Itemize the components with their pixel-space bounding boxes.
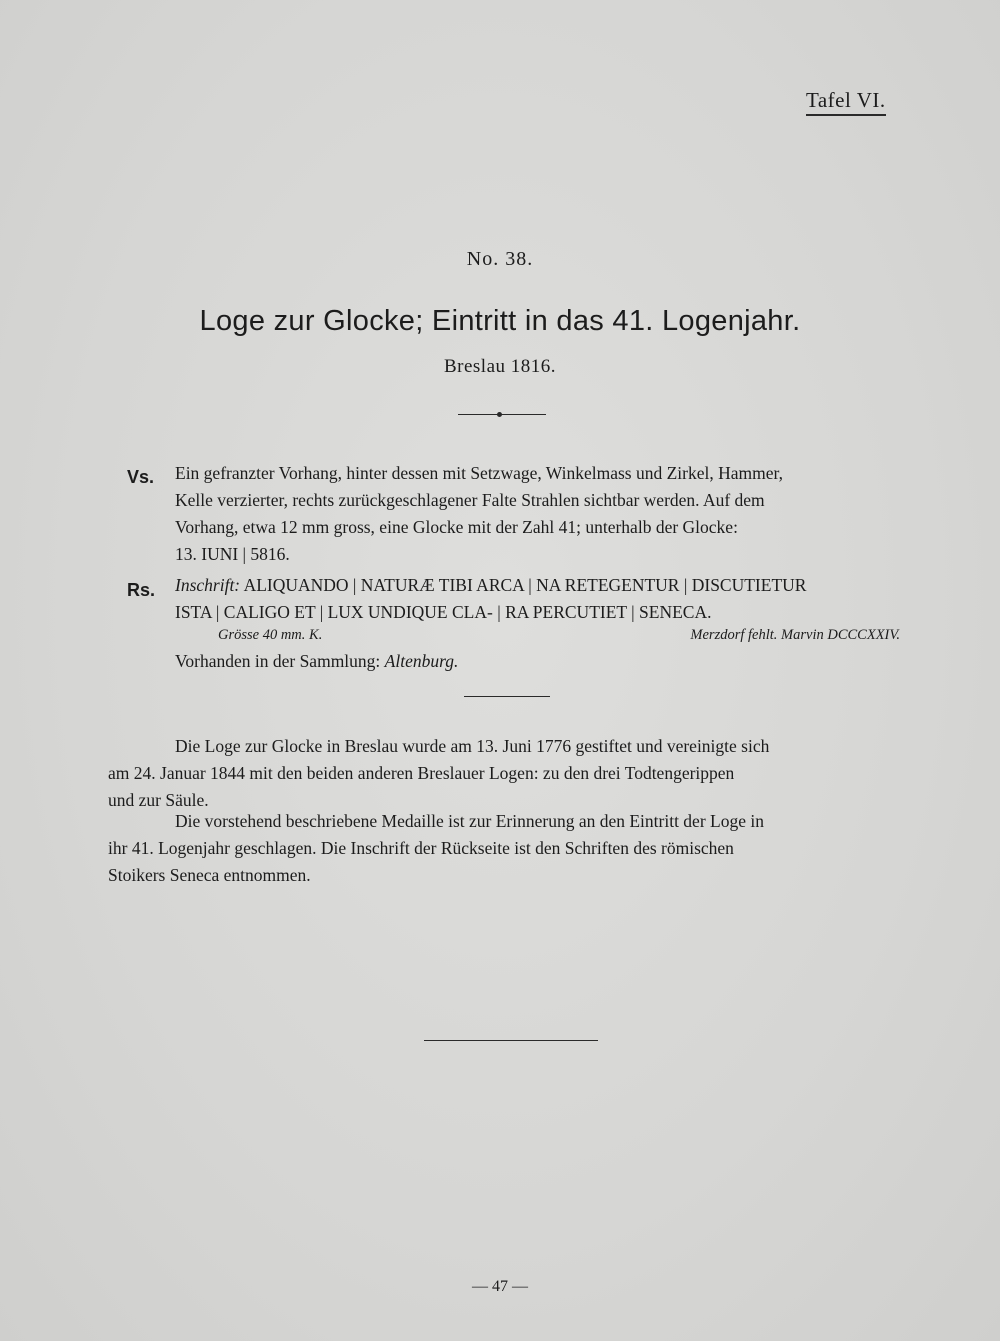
reverse-label: Rs. (127, 580, 156, 600)
end-divider (424, 1040, 598, 1041)
inscription-text: ALIQUANDO | NATURÆ TIBI ARCA | NA RETEGENTUR | DISCUTIETUR (243, 575, 807, 595)
page-number: — 47 — (472, 1278, 528, 1295)
inscription-label: Inschrift: (175, 575, 241, 595)
reverse-description (175, 572, 897, 626)
collection-prefix: Vorhanden in der Sammlung: (175, 651, 381, 671)
commentary-line: Die vorstehend beschriebene Medaille ist zur Erinnerung an den Eintritt der Loge in (175, 811, 764, 831)
ornament-rule (458, 414, 546, 415)
references-note: Merzdorf fehlt. Marvin DCCCXXIV. (690, 627, 900, 643)
ornament-dot (497, 412, 502, 417)
collection-name: Altenburg. (384, 651, 459, 671)
commentary-line: und zur Säule. (108, 790, 209, 810)
entry-number: No. 38. (466, 248, 534, 270)
obverse-line: Ein gefranzter Vorhang, hinter dessen mit Setzwage, Winkelmass und Zirkel, Hammer, (175, 463, 784, 483)
commentary-paragraph-2 (108, 808, 902, 889)
commentary-line: am 24. Januar 1844 mit den beiden anderen Breslauer Logen: zu den drei Todtengerippen (108, 763, 735, 783)
reverse-line: ISTA | CALIGO ET | LUX UNDIQUE CLA- | RA PERCUTIET | SENECA. (175, 602, 712, 622)
size-note: Grösse 40 mm. K. (218, 627, 323, 643)
entry-title: Loge zur Glocke; Eintritt in das 41. Logenjahr. (199, 305, 801, 337)
commentary-line: Stoikers Seneca entnommen. (108, 865, 311, 885)
obverse-description (175, 460, 897, 568)
commentary-line: ihr 41. Logenjahr geschlagen. Die Inschrift der Rückseite ist den Schriften des römischen (108, 838, 734, 858)
reverse-line (175, 572, 897, 599)
obverse-label: Vs. (127, 467, 155, 487)
obverse-line: 13. IUNI | 5816. (175, 544, 290, 564)
commentary-line: Die Loge zur Glocke in Breslau wurde am 13. Juni 1776 gestiftet und vereinigte sich (175, 736, 770, 756)
entry-place-year: Breslau 1816. (443, 356, 557, 377)
collection-line (175, 648, 458, 675)
commentary-paragraph-1 (108, 733, 902, 814)
obverse-line: Vorhang, etwa 12 mm gross, eine Glocke mit der Zahl 41; unterhalb der Glocke: (175, 517, 738, 537)
section-divider (464, 696, 550, 697)
plate-label: Tafel VI. (806, 88, 886, 116)
obverse-line: Kelle verzierter, rechts zurückgeschlagener Falte Strahlen sichtbar werden. Auf dem (175, 490, 765, 510)
